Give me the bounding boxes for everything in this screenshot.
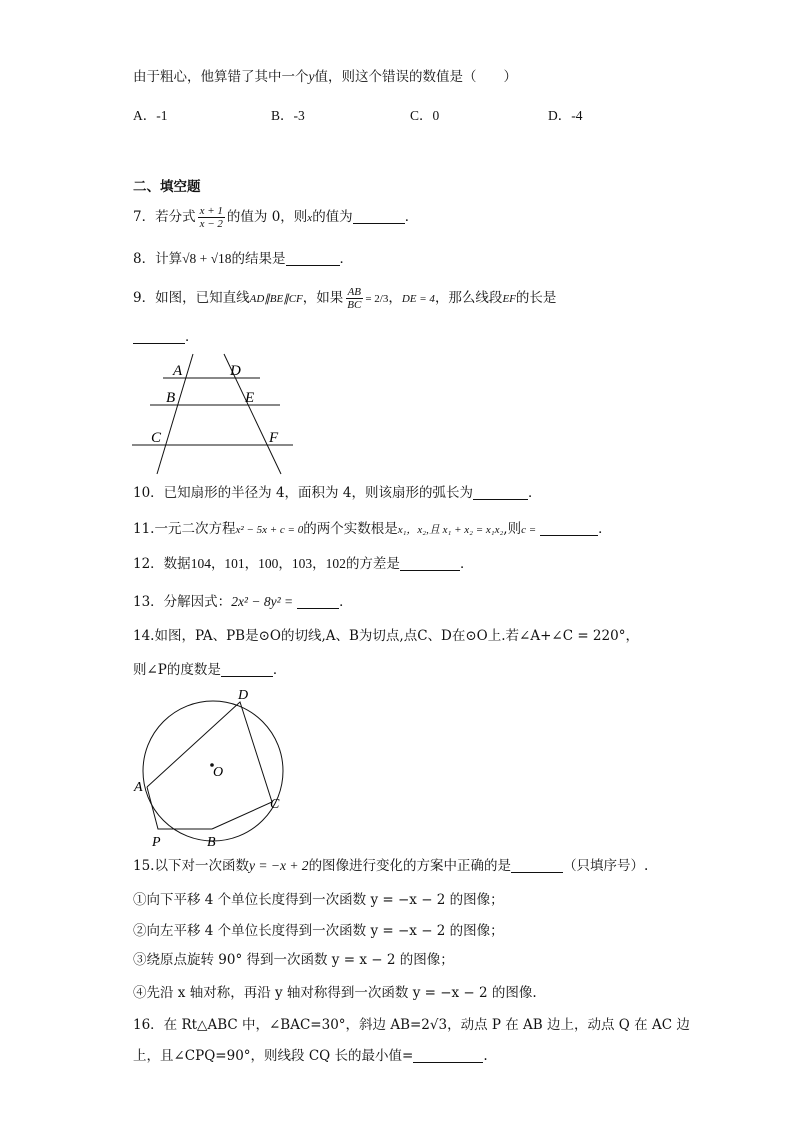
q15-item-4: ④先沿 x 轴对称，再沿 y 轴对称得到一次函数 y = −x − 2 的图像.	[133, 985, 537, 1001]
q12-pre: 12．数据	[133, 556, 191, 572]
q11-post: ,则	[503, 521, 522, 537]
q11-equation: x² − 5x + c = 0	[235, 524, 304, 536]
q16-answer-blank[interactable]	[413, 1048, 483, 1063]
q6-option-c[interactable]: C．0	[410, 108, 440, 123]
q13-pre: 13．分解因式：	[133, 594, 232, 610]
q9-answer-blank[interactable]	[133, 329, 185, 344]
q9-segment: EF	[502, 293, 516, 305]
question-16-line1: 16．在 Rt△ABC 中，∠BAC=30°，斜边 AB=2√3，动点 P 在 AB 边上，动点 Q 在 AC 边	[133, 1017, 690, 1033]
q9-pre: 9．如图，已知直线	[133, 290, 250, 306]
q15-item-1: ①向下平移 4 个单位长度得到一次函数 y = −x − 2 的图像；	[133, 892, 504, 908]
q6-option-d[interactable]: D．-4	[548, 108, 583, 123]
q14-answer-blank[interactable]	[221, 662, 273, 677]
q12-data: 104，101，100，103，102	[190, 556, 346, 571]
q12-post: 的方差是	[345, 556, 400, 572]
q13-expression: 2x² − 8y² =	[231, 594, 294, 609]
q11-answer-blank[interactable]	[540, 521, 598, 536]
question-15-stem	[133, 857, 648, 875]
q9-label-f: F	[269, 430, 279, 446]
q11-var: c =	[521, 524, 537, 536]
question-8: 8．计算√8 + √18的结果是 ．	[133, 251, 354, 267]
q14-tangents	[147, 787, 212, 829]
q6-option-a[interactable]: A．-1	[133, 108, 168, 123]
q10-text: 10．已知扇形的半径为 4，面积为 4，则该扇形的弧长为	[133, 485, 473, 501]
q7-post: 的值为	[312, 209, 353, 225]
q14-figure	[130, 684, 295, 852]
q9-ratio: = 2/3	[365, 293, 389, 305]
q7-pre: 7．若分式	[133, 209, 196, 225]
q14-quadrilateral	[147, 702, 272, 829]
section-title: 二、填空题	[133, 179, 201, 195]
q15-item-2: ②向左平移 4 个单位长度得到一次函数 y = −x − 2 的图像；	[133, 923, 504, 939]
q11-pre: 11.一元二次方程	[133, 521, 236, 537]
q11-roots: x₁，x₂	[397, 524, 427, 536]
q7-mid: 的值为 0，则	[226, 209, 308, 225]
q9-figure	[130, 352, 300, 477]
question-10: 10．已知扇形的半径为 4，面积为 4，则该扇形的弧长为 ．	[133, 485, 542, 501]
q9-label-e: E	[245, 390, 255, 406]
q11-mid: 的两个实数根是	[303, 521, 398, 537]
q7-numerator: x + 1	[199, 205, 223, 217]
q15-item-3: ③绕原点旋转 90° 得到一次函数 y = x − 2 的图像；	[133, 952, 454, 968]
q14-label-d: D	[238, 688, 249, 703]
q9-lines: AD∥BE∥CF	[249, 293, 303, 305]
question-13: 13．分解因式：2x² − 8y² = ．	[133, 594, 353, 610]
q14-label-b: B	[207, 835, 216, 850]
q6-var: y	[308, 69, 315, 84]
q6-tail	[133, 68, 517, 86]
q10-answer-blank[interactable]	[473, 485, 528, 500]
q9-label-d: D	[230, 363, 241, 379]
question-14-line1: 14.如图，PA、PB是⊙O的切线,A、B为切点,点C、D在⊙O上.若∠A+∠C = 220°，	[133, 628, 639, 644]
q14-label-a: A	[134, 780, 143, 795]
q9-denominator: BC	[347, 299, 362, 311]
question-16-line2: 上，且∠CPQ=90°，则线段 CQ 长的最小值= .	[133, 1048, 488, 1064]
q6-option-b[interactable]: B．-3	[271, 108, 305, 123]
q9-post: ，那么线段	[434, 290, 503, 306]
q15-answer-blank[interactable]	[511, 858, 563, 873]
q9-numerator: AB	[347, 286, 362, 298]
q9-post2: 的长是	[515, 290, 557, 306]
question-11: 11.一元二次方程x² − 5x + c = 0的两个实数根是x₁，x₂,且 x₁ + x₂ = x₁x₂,则c = ．	[133, 521, 612, 537]
q9-condition: DE = 4	[401, 293, 435, 305]
q13-answer-blank[interactable]	[297, 594, 339, 609]
q9-fraction	[345, 286, 363, 311]
q14-label-p: P	[152, 835, 161, 850]
q8-answer-blank[interactable]	[286, 251, 340, 266]
q7-answer-blank[interactable]	[353, 209, 405, 224]
q14-label-o: O	[213, 765, 224, 780]
q15-function: y = −x + 2	[248, 858, 309, 873]
question-12: 12．数据104，101，100，103，102的方差是 ．	[133, 556, 474, 572]
q7-denominator: x − 2	[199, 218, 223, 230]
q14-label-c: C	[270, 797, 280, 812]
q15-stem-pre: 15.以下对一次函数	[133, 858, 249, 874]
question-14-line2: 则∠P的度数是 ．	[133, 662, 287, 678]
q15-stem-tail: （只填序号）.	[563, 858, 649, 874]
q9-label-b: B	[166, 390, 176, 406]
q8-pre: 8．计算	[133, 251, 183, 267]
q12-answer-blank[interactable]	[400, 556, 460, 571]
q9-label-a: A	[173, 363, 183, 379]
q8-expression: √8 + √18	[182, 251, 232, 266]
q9-mid: ，如果	[302, 290, 344, 306]
q8-post: 的结果是	[231, 251, 286, 267]
q16-line2-text: 上，且∠CPQ=90°，则线段 CQ 长的最小值=	[133, 1048, 414, 1064]
question-9: 9．如图，已知直线AD∥BE∥CF，如果 $\frac{AB}{BC}$ = 2/3，DE = 4，那么线段EF的长是	[133, 286, 557, 311]
q9-blank-line: ．	[133, 328, 199, 346]
q11-condition: ,且 x₁ + x₂ = x₁x₂	[426, 524, 504, 536]
q6-tail-text: 由于粗心，他算错了其中一个	[133, 69, 309, 85]
q9-label-c: C	[151, 430, 162, 446]
q7-var: x	[307, 212, 313, 224]
q14-line2-text: 则∠P的度数是	[133, 662, 221, 678]
question-7: 7．若分式 $\frac{x + 1}{x - 2}$ 的值为 0，则x的值为 ．	[133, 205, 419, 230]
q6-tail-text2: 值，则这个错误的数值是（ ）	[314, 69, 517, 85]
q7-fraction	[198, 205, 225, 230]
q15-stem-post: 的图像进行变化的方案中正确的是	[308, 858, 512, 874]
